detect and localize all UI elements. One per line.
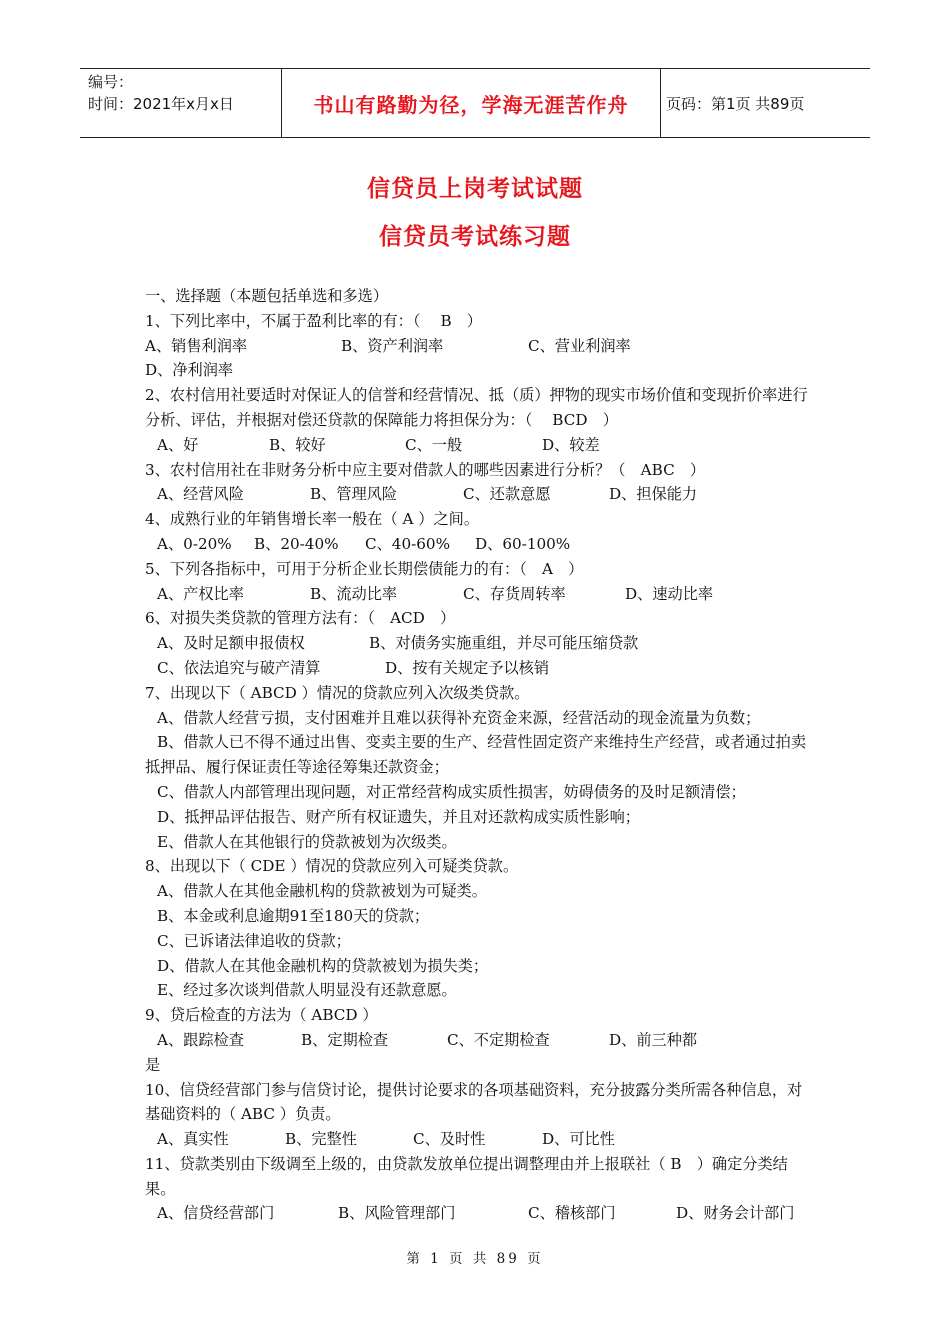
- option: A、经营风险: [157, 485, 244, 504]
- option: D、60-100%: [475, 534, 571, 553]
- option: C、稽核部门: [528, 1204, 616, 1223]
- option: C、40-60%: [365, 534, 451, 553]
- option-continuation: 是: [145, 1055, 161, 1074]
- option: A、及时足额申报债权: [157, 634, 305, 653]
- option: B、风险管理部门: [338, 1204, 456, 1223]
- question-stem: 11、贷款类别由下级调至上级的，由贷款发放单位提出调整理由并上报联社（ B ）确定分类结果。: [145, 1154, 788, 1198]
- option: B、本金或利息逾期91至180天的贷款；: [157, 906, 430, 925]
- option: C、借款人内部管理出现问题，对正常经营构成实质性损害，妨碍债务的及时足额清偿；: [157, 782, 746, 801]
- main-title: 信贷员上岗考试试题: [367, 176, 583, 202]
- option: B、借款人已不得不通过出售、变卖主要的生产、经营性固定资产来维持生产经营，或者通过拍卖抵押品、履行保证责任等途径筹集还款资金；: [145, 733, 807, 777]
- option: B、完整性: [285, 1130, 357, 1149]
- option: C、一般: [405, 435, 463, 454]
- option: A、销售利润率: [145, 336, 248, 355]
- option: D、净利润率: [145, 361, 234, 380]
- option: B、定期检查: [301, 1030, 389, 1049]
- option: A、真实性: [157, 1130, 229, 1149]
- option-row: [145, 1028, 815, 1053]
- option: C、营业利润率: [528, 336, 631, 355]
- question-stem: 5、下列各指标中，可用于分析企业长期偿债能力的有：（ A ）: [145, 559, 584, 578]
- option: D、前三种都: [609, 1030, 698, 1049]
- option: B、资产利润率: [341, 336, 444, 355]
- option: D、担保能力: [609, 485, 698, 504]
- option: A、借款人经营亏损，支付困难并且难以获得补充资金来源，经营活动的现金流量为负数；: [157, 708, 761, 727]
- page-footer: 第 1 页 共 89 页: [406, 1251, 544, 1267]
- option: E、借款人在其他银行的贷款被划为次级类。: [157, 832, 457, 851]
- page-header: [80, 68, 870, 138]
- option-row: [145, 631, 815, 656]
- header-motto-cell: [281, 69, 661, 137]
- option: A、借款人在其他金融机构的贷款被划为可疑类。: [157, 882, 487, 901]
- option-row: [145, 532, 815, 557]
- document-body: [145, 284, 815, 1226]
- option: A、信贷经营部门: [157, 1204, 275, 1223]
- option-row: [145, 334, 815, 359]
- option: A、产权比率: [157, 584, 244, 603]
- option: E、经过多次谈判借款人明显没有还款意愿。: [157, 981, 457, 1000]
- option: B、对债务实施重组，并尽可能压缩贷款: [369, 634, 639, 653]
- option: C、存货周转率: [463, 584, 566, 603]
- option: A、好: [157, 435, 199, 454]
- question-stem: 4、成熟行业的年销售增长率一般在（ A ）之间。: [145, 510, 480, 529]
- number-label: 编号：: [88, 73, 134, 91]
- option: D、较差: [542, 435, 600, 454]
- sub-title: 信贷员考试练习题: [379, 224, 571, 250]
- option-row: [145, 656, 815, 681]
- question-stem: 9、贷后检查的方法为（ ABCD ）: [145, 1006, 378, 1025]
- option: C、依法追究与破产清算: [157, 658, 321, 677]
- option: A、跟踪检查: [157, 1030, 244, 1049]
- option: B、流动比率: [310, 584, 398, 603]
- option-row: [145, 582, 815, 607]
- option: D、财务会计部门: [676, 1204, 795, 1223]
- time-label: 时间：2021年x月x日: [88, 95, 234, 113]
- question-stem: 2、农村信用社要适时对保证人的信誉和经营情况、抵（质）押物的现实市场价值和变现折价率进行分析、评估，并根据对偿还贷款的保障能力将担保分为：（ BCD ）: [145, 386, 808, 429]
- option: D、抵押品评估报告、财产所有权证遗失，并且对还款构成实质性影响；: [157, 807, 640, 826]
- question-stem: 1、下列比率中，不属于盈利比率的有：（ B ）: [145, 311, 482, 330]
- option: D、借款人在其他金融机构的贷款被划为损失类；: [157, 956, 489, 975]
- header-meta: [80, 69, 288, 139]
- page-info: 页码：第1页 共89页: [666, 94, 805, 113]
- option-row: [145, 1201, 815, 1226]
- question-stem: 6、对损失类贷款的管理方法有：（ ACD ）: [145, 609, 456, 628]
- question-stem: 7、出现以下（ ABCD ）情况的贷款应列入次级类贷款。: [145, 683, 530, 702]
- option: C、还款意愿: [463, 485, 551, 504]
- question-stem: 8、出现以下（ CDE ）情况的贷款应列入可疑类贷款。: [145, 857, 519, 876]
- option: B、较好: [269, 435, 326, 454]
- option: C、及时性: [413, 1130, 486, 1149]
- option: B、20-40%: [254, 534, 339, 553]
- option: B、管理风险: [310, 485, 398, 504]
- option-row: [145, 482, 815, 507]
- section-heading: 一、选择题（本题包括单选和多选）: [145, 287, 388, 305]
- motto: 书山有路勤为径，学海无涯苦作舟: [313, 92, 629, 117]
- option: D、速动比率: [625, 584, 714, 603]
- question-stem: 3、农村信用社在非财务分析中应主要对借款人的哪些因素进行分析？（ ABC ）: [145, 460, 706, 479]
- option-row: [145, 433, 815, 458]
- option: C、不定期检查: [447, 1030, 550, 1049]
- option: A、0-20%: [157, 534, 232, 553]
- option: C、已诉诸法律追收的贷款；: [157, 931, 351, 950]
- option: D、按有关规定予以核销: [385, 658, 550, 677]
- option-row: [145, 1127, 815, 1152]
- question-stem: 10、信贷经营部门参与信贷讨论，提供讨论要求的各项基础资料，充分披露分类所需各种信息，对基础资料的（ ABC ）负责。: [145, 1080, 803, 1124]
- option: D、可比性: [542, 1130, 615, 1149]
